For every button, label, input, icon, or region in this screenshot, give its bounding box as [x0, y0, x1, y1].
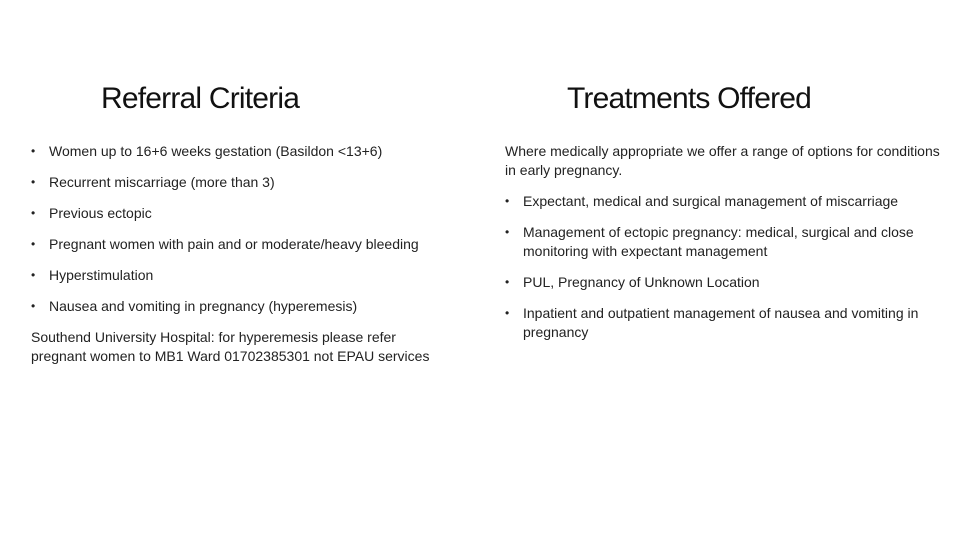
list-item-text: Recurrent miscarriage (more than 3)	[49, 174, 275, 190]
bullet-icon: •	[505, 194, 510, 208]
list-item-text: PUL, Pregnancy of Unknown Location	[523, 274, 760, 290]
list-item-text: Nausea and vomiting in pregnancy (hyperemesis)	[49, 298, 358, 314]
bullet-icon: •	[31, 299, 36, 313]
list-item-text: Previous ectopic	[49, 205, 152, 221]
list-item-text: Management of ectopic pregnancy: medical, surgical and close monitoring with expectant management	[523, 224, 914, 259]
list-item-text: Hyperstimulation	[49, 267, 154, 283]
list-item-text: Expectant, medical and surgical management of miscarriage	[523, 193, 899, 209]
hyperemesis-note: Southend University Hospital: for hyperemesis please refer pregnant women to MB1 Ward 01702385301 not EPAU services	[31, 329, 430, 364]
treatments-list	[505, 192, 950, 342]
list-item	[31, 266, 451, 285]
bullet-icon: •	[31, 175, 36, 189]
bullet-icon: •	[31, 237, 36, 251]
list-item	[505, 304, 950, 342]
referral-criteria-section	[31, 142, 451, 366]
referral-criteria-list	[31, 142, 451, 316]
bullet-icon: •	[31, 144, 36, 158]
list-item-text: Inpatient and outpatient management of nausea and vomiting in pregnancy	[523, 305, 919, 340]
treatments-offered-heading: Treatments Offered	[567, 82, 812, 115]
referral-criteria-heading: Referral Criteria	[101, 82, 300, 115]
treatments-intro: Where medically appropriate we offer a range of options for conditions in early pregnancy.	[505, 143, 940, 178]
list-item	[505, 223, 950, 261]
bullet-icon: •	[31, 206, 36, 220]
list-item	[31, 235, 449, 254]
bullet-icon: •	[505, 225, 510, 239]
treatments-offered-section	[505, 142, 950, 354]
list-item	[31, 173, 451, 192]
list-item	[31, 204, 451, 223]
list-item	[31, 297, 451, 316]
bullet-icon: •	[31, 268, 36, 282]
bullet-icon: •	[505, 275, 510, 289]
list-item-text: Pregnant women with pain and or moderate/heavy bleeding	[49, 236, 419, 252]
list-item-text: Women up to 16+6 weeks gestation (Basildon <13+6)	[49, 143, 383, 159]
list-item	[505, 273, 950, 292]
bullet-icon: •	[505, 306, 510, 320]
list-item	[505, 192, 950, 211]
list-item	[31, 142, 451, 161]
